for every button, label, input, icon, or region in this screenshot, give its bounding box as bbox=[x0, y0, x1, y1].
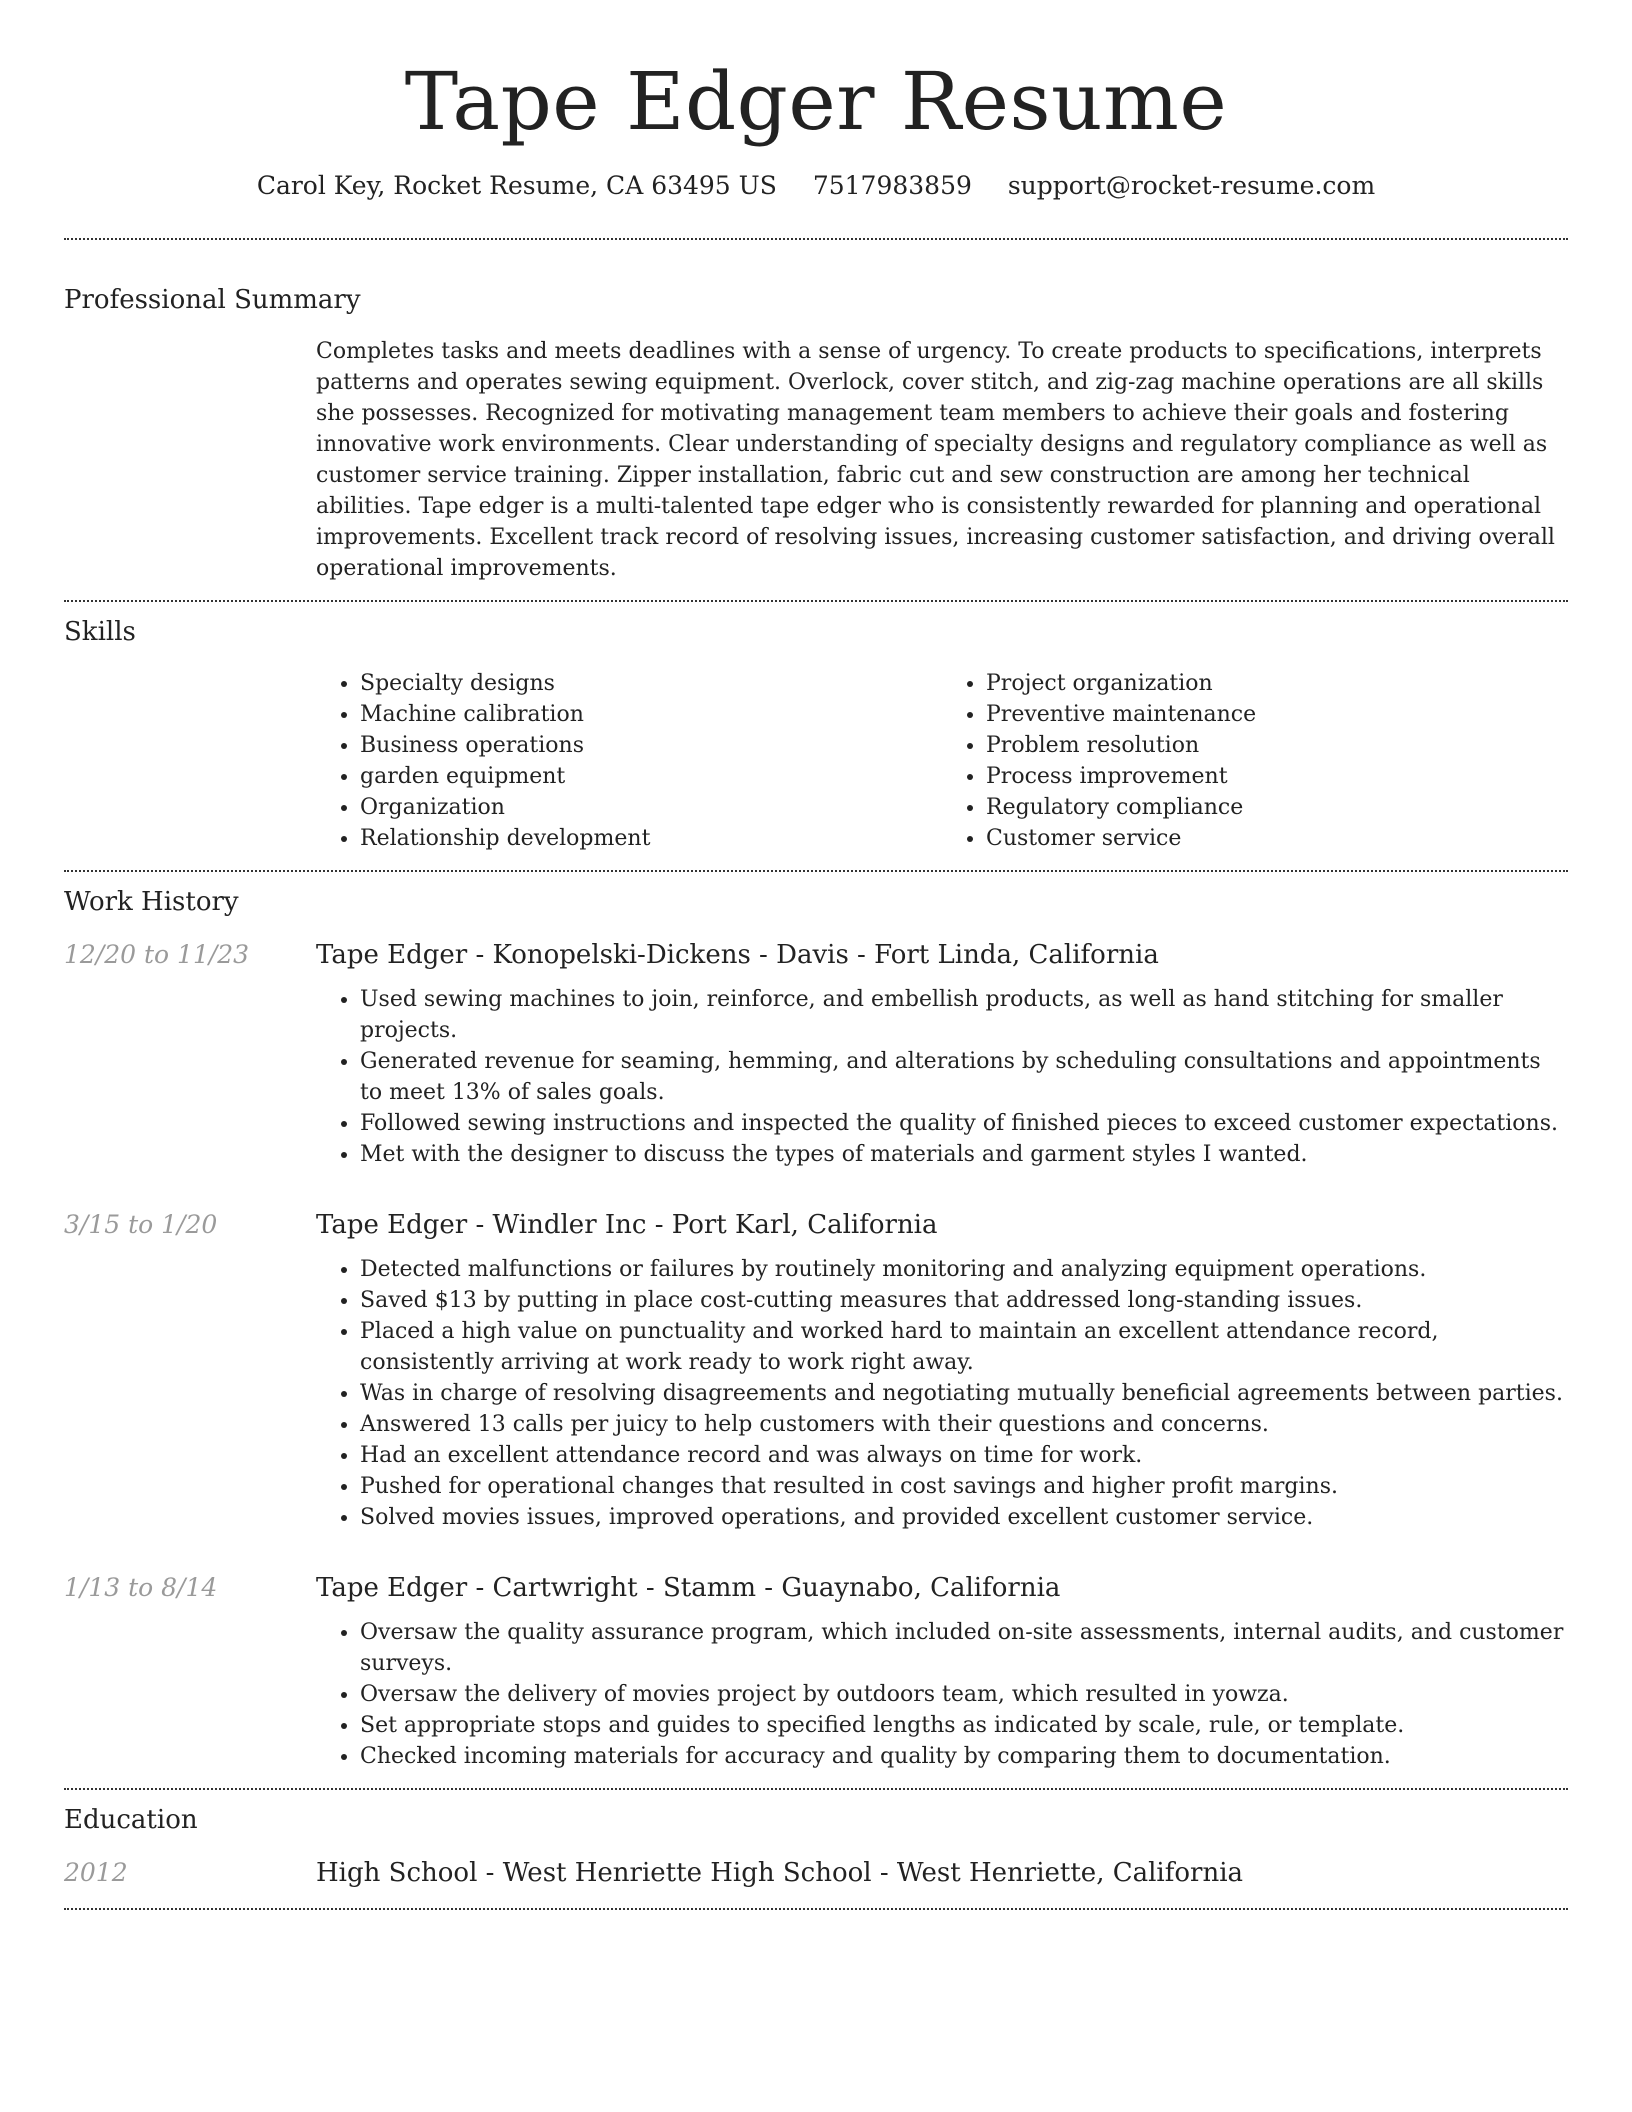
resume-title: Tape Edger Resume bbox=[404, 55, 1228, 148]
skill-item: • Regulatory compliance bbox=[986, 792, 1568, 823]
job-entry bbox=[64, 938, 1568, 1170]
job-dates: 3/15 to 1/20 bbox=[64, 1210, 218, 1239]
summary-heading: Professional Summary bbox=[64, 285, 361, 315]
skill-item: • Specialty designs bbox=[360, 668, 942, 699]
job-bullet: • Set appropriate stops and guides to specified lengths as indicated by scale, rule, or template. bbox=[360, 1710, 1568, 1741]
job-bullet: • Used sewing machines to join, reinforce, and embellish products, as well as hand stitching for smaller projects. bbox=[360, 984, 1568, 1046]
job-dates: 12/20 to 11/23 bbox=[64, 940, 250, 969]
job-entry bbox=[64, 1571, 1568, 1772]
education-year: 2012 bbox=[64, 1858, 128, 1887]
job-bullet: • Met with the designer to discuss the types of materials and garment styles I wanted. bbox=[360, 1139, 1568, 1170]
job-bullet: • Had an excellent attendance record and was always on time for work. bbox=[360, 1440, 1568, 1471]
resume-header bbox=[64, 0, 1568, 204]
job-title: Tape Edger - Konopelski-Dickens - Davis - Fort Linda, California bbox=[316, 940, 1159, 970]
skill-item: • Business operations bbox=[360, 730, 942, 761]
job-details bbox=[316, 938, 1568, 1170]
education-title: High School - West Henriette High School - West Henriette, California bbox=[316, 1858, 1244, 1888]
job-title: Tape Edger - Cartwright - Stamm - Guaynabo, California bbox=[316, 1573, 1061, 1603]
job-bullet: • Solved movies issues, improved operations, and provided excellent customer service. bbox=[360, 1502, 1568, 1533]
contact-phone: 7517983859 bbox=[812, 171, 972, 200]
job-bullet: • Saved $13 by putting in place cost-cutting measures that addressed long-standing issues. bbox=[360, 1285, 1568, 1316]
skill-item: • Machine calibration bbox=[360, 699, 942, 730]
job-bullet: • Oversaw the quality assurance program, which included on-site assessments, internal audits, and customer surveys. bbox=[360, 1617, 1568, 1679]
skill-item: • Project organization bbox=[986, 668, 1568, 699]
skill-item: • garden equipment bbox=[360, 761, 942, 792]
skill-item: • Customer service bbox=[986, 823, 1568, 854]
job-bullet: • Followed sewing instructions and inspected the quality of finished pieces to exceed customer expectations. bbox=[360, 1108, 1568, 1139]
job-bullet: • Pushed for operational changes that resulted in cost savings and higher profit margins. bbox=[360, 1471, 1568, 1502]
summary-text: Completes tasks and meets deadlines with a sense of urgency. To create products to specifications, interprets patterns and operates sewing equipment. Overlock, cover stitch, and zig-zag machine operations are all skills she possesses. Recognized for motivating management team members to achieve their goals and fostering innovative work environments. Clear understanding of specialty designs and regulatory compliance as well as customer service training. Zipper installation, fabric cut and sew construction are among her technical abilities. Tape edger is a multi-talented tape edger who is consistently rewarded for planning and operational improvements. Excellent track record of resolving issues, increasing customer satisfaction, and driving overall operational improvements. bbox=[316, 339, 1555, 581]
job-bullets bbox=[316, 984, 1568, 1170]
skill-item: • Organization bbox=[360, 792, 942, 823]
skills-column-left bbox=[316, 668, 942, 854]
skills-section bbox=[64, 602, 1568, 870]
job-bullet: • Answered 13 calls per juicy to help customers with their questions and concerns. bbox=[360, 1409, 1568, 1440]
education-heading: Education bbox=[64, 1805, 198, 1835]
skills-heading: Skills bbox=[64, 617, 136, 647]
education-entry bbox=[64, 1856, 1568, 1890]
job-bullet: • Detected malfunctions or failures by routinely monitoring and analyzing equipment operations. bbox=[360, 1254, 1568, 1285]
job-dates: 1/13 to 8/14 bbox=[64, 1573, 218, 1602]
skill-item: • Relationship development bbox=[360, 823, 942, 854]
skill-item: • Preventive maintenance bbox=[986, 699, 1568, 730]
job-bullet: • Placed a high value on punctuality and worked hard to maintain an excellent attendance record, consistently arriving at work ready to work right away. bbox=[360, 1316, 1568, 1378]
skill-item: • Process improvement bbox=[986, 761, 1568, 792]
skill-item: • Problem resolution bbox=[986, 730, 1568, 761]
education-section bbox=[64, 1790, 1568, 1908]
job-bullets bbox=[316, 1617, 1568, 1772]
job-details bbox=[316, 1571, 1568, 1772]
skills-column-right bbox=[942, 668, 1568, 854]
job-bullet: • Generated revenue for seaming, hemming, and alterations by scheduling consultations and appointments to meet 13% of sales goals. bbox=[360, 1046, 1568, 1108]
contact-email: support@rocket-resume.com bbox=[1007, 171, 1376, 200]
education-details bbox=[316, 1856, 1568, 1890]
contact-line bbox=[64, 168, 1568, 204]
summary-section bbox=[64, 240, 1568, 600]
job-bullets bbox=[316, 1254, 1568, 1533]
job-details bbox=[316, 1208, 1568, 1533]
job-bullet: • Oversaw the delivery of movies project by outdoors team, which resulted in yowza. bbox=[360, 1679, 1568, 1710]
job-bullet: • Was in charge of resolving disagreements and negotiating mutually beneficial agreements between parties. bbox=[360, 1378, 1568, 1409]
job-entry bbox=[64, 1208, 1568, 1533]
section-divider bbox=[64, 1908, 1568, 1910]
work-history-section bbox=[64, 872, 1568, 1788]
skills-list bbox=[64, 668, 1568, 854]
work-history-heading: Work History bbox=[64, 887, 239, 917]
job-bullet: • Checked incoming materials for accuracy and quality by comparing them to documentation. bbox=[360, 1741, 1568, 1772]
job-title: Tape Edger - Windler Inc - Port Karl, California bbox=[316, 1210, 938, 1240]
contact-address: Carol Key, Rocket Resume, CA 63495 US bbox=[256, 171, 777, 200]
